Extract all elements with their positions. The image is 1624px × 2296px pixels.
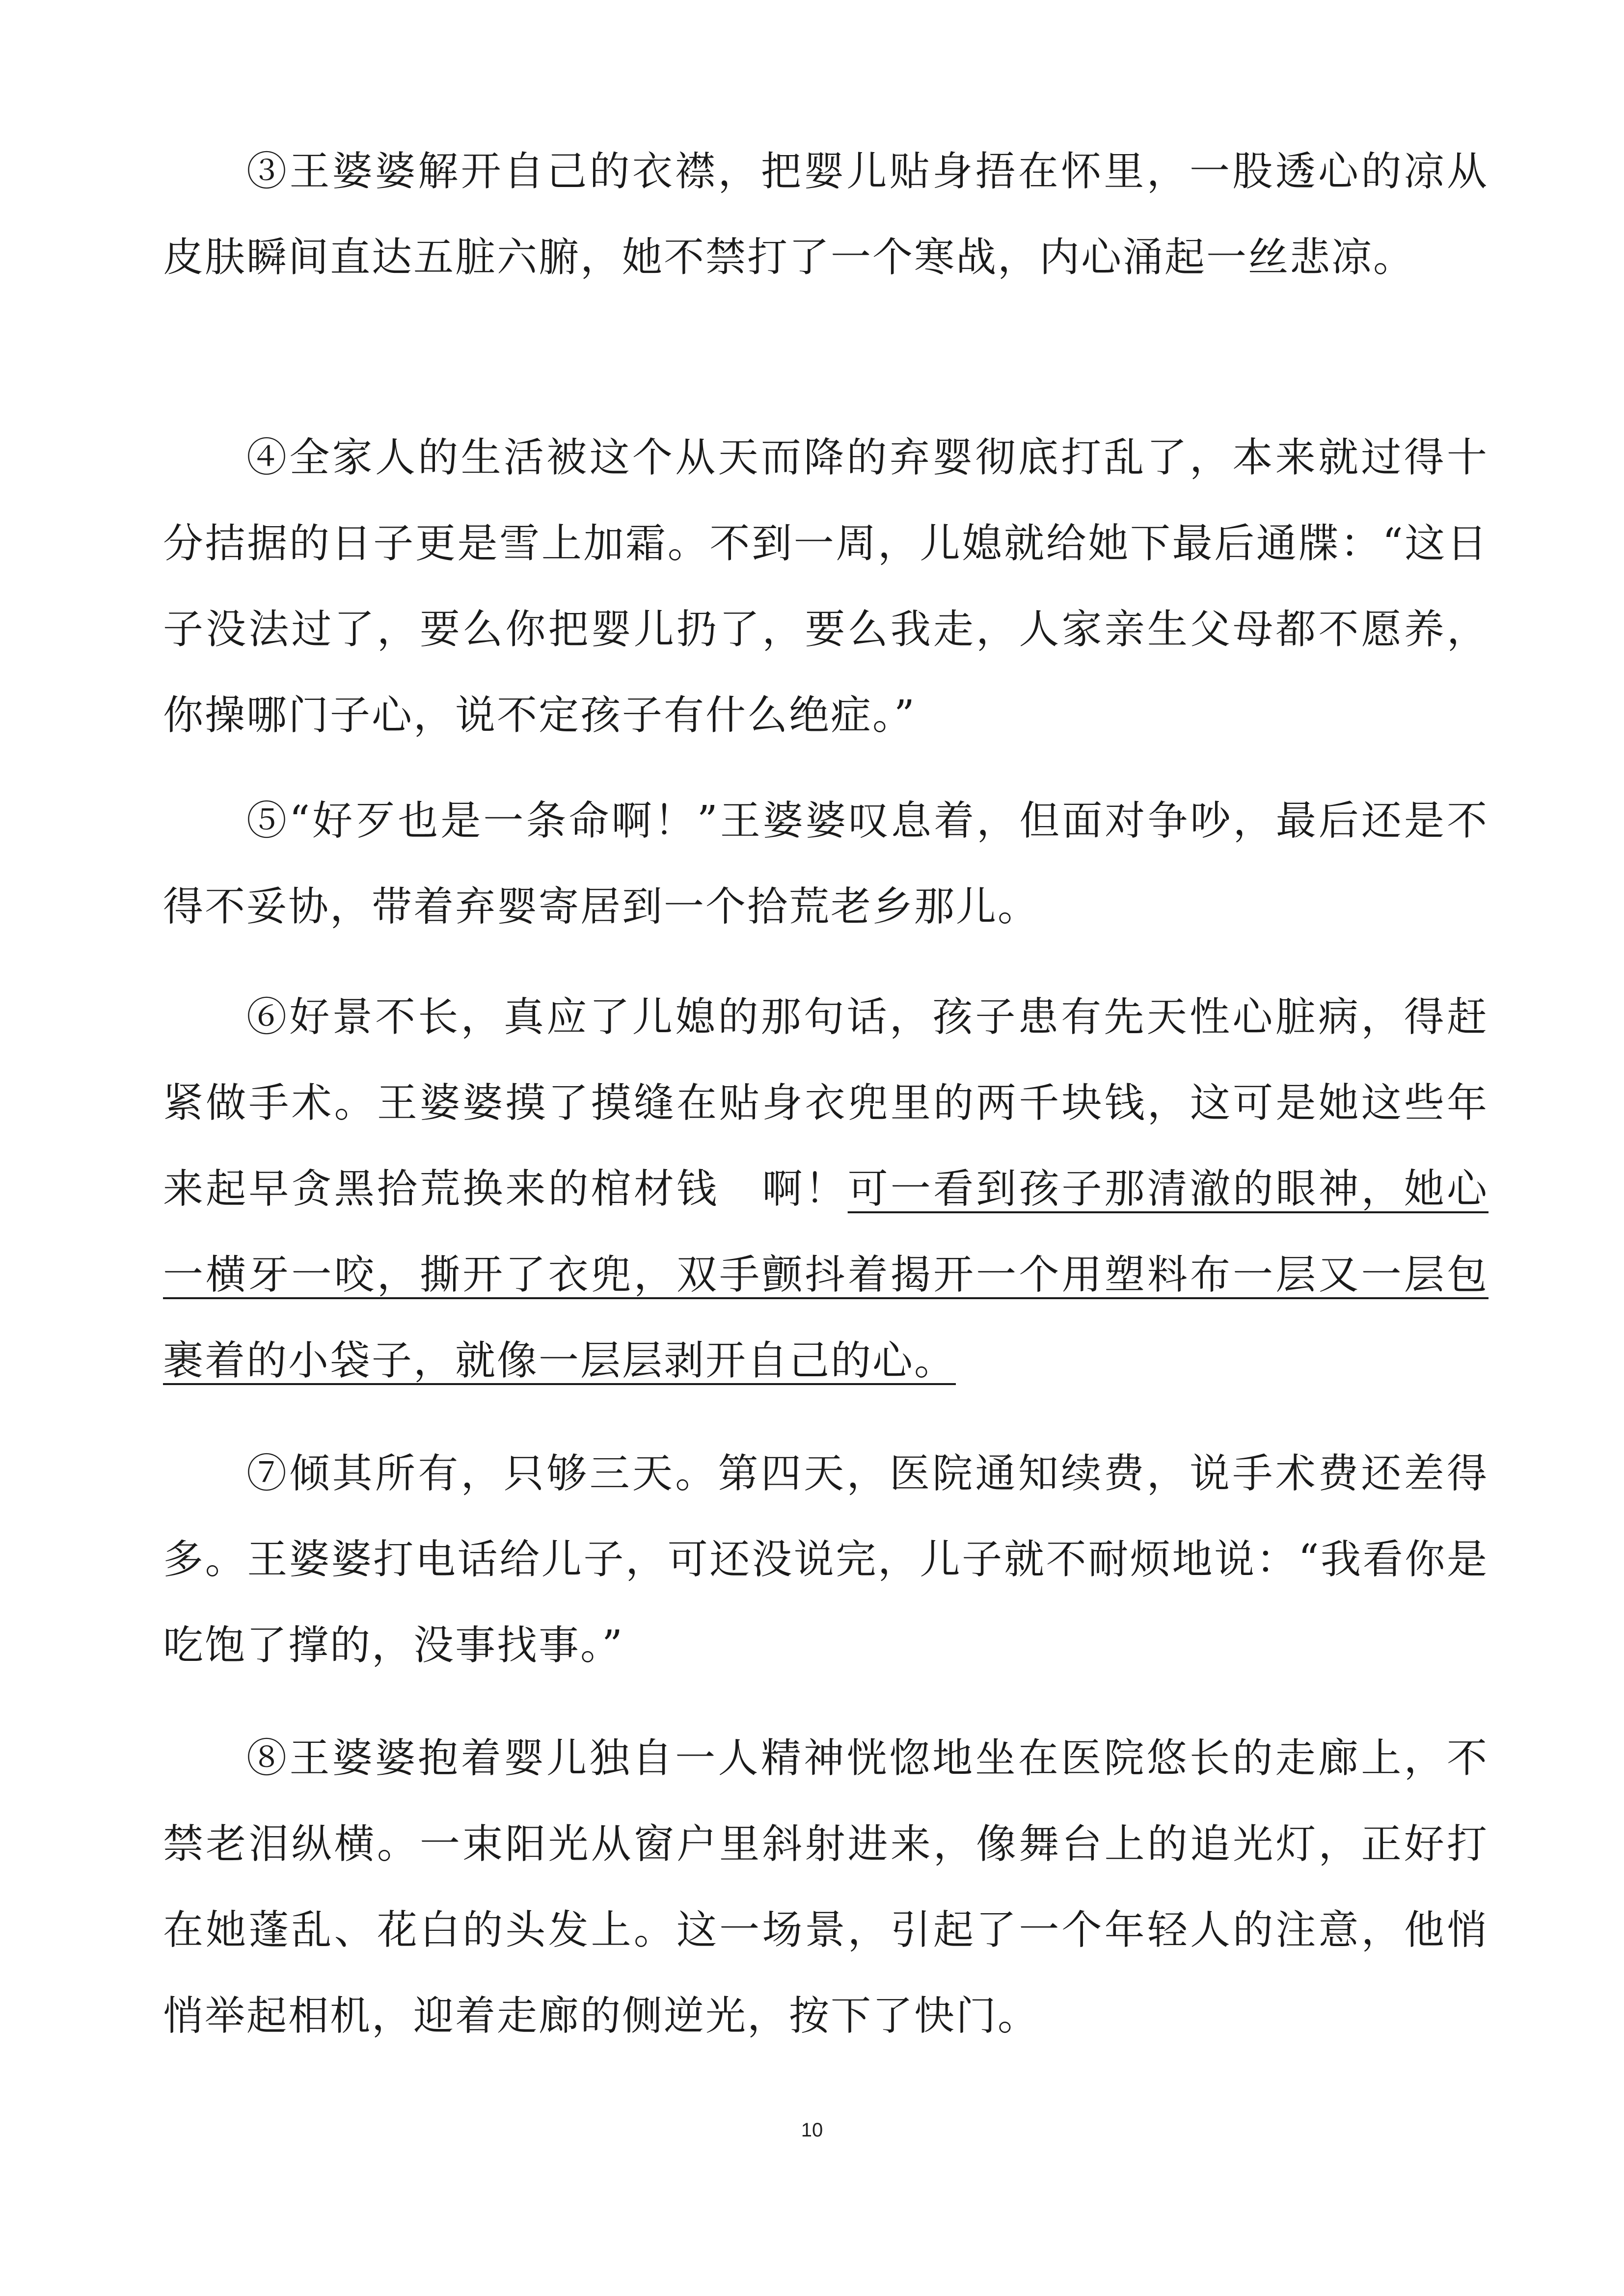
paragraph-5-text: ⑤“好歹也是一条命啊！”王婆婆叹息着，但面对争吵，最后还是不得不妥协，带着弃婴寄居到一个拾荒老乡那儿。 bbox=[163, 798, 1489, 930]
paragraph-5 bbox=[163, 778, 1489, 950]
paragraph-4-text: ④全家人的生活被这个从天而降的弃婴彻底打乱了，本来就过得十分拮据的日子更是雪上加霜。不到一周，儿媳就给她下最后通牒：“这日子没法过了，要么你把婴儿扔了，要么我走，人家亲生父母都不愿养，你操哪门子心，说不定孩子有什么绝症。” bbox=[163, 434, 1489, 739]
paragraph-8-text: ⑧王婆婆抱着婴儿独自一人精神恍惚地坐在医院悠长的走廊上，不禁老泪纵横。一束阳光从窗户里斜射进来，像舞台上的追光灯，正好打在她蓬乱、花白的头发上。这一场景，引起了一个年轻人的注意，他悄悄举起相机，迎着走廊的侧逆光，按下了快门。 bbox=[163, 1735, 1489, 2039]
page-number: 10 bbox=[801, 2119, 823, 2141]
paragraph-6 bbox=[163, 974, 1489, 1404]
paragraph-6-underlined-text: 可一看到孩子那清澈的眼神，她心一横牙一咬，撕开了衣兜，双手颤抖着揭开一个用塑料布一层又一层包裹着的小袋子，就像一层层剥开自己的心。 bbox=[163, 1166, 1489, 1384]
paragraph-8 bbox=[163, 1715, 1489, 2059]
paragraph-6-text: ⑥好景不长，真应了儿媳的那句话，孩子患有先天性心脏病，得赶紧做手术。王婆婆摸了摸缝在贴身衣兜里的两千块钱，这可是她这些年来起早贪黑拾荒换来的棺材钱 啊！ bbox=[163, 994, 1489, 1212]
paragraph-7-text: ⑦倾其所有，只够三天。第四天，医院通知续费，说手术费还差得多。王婆婆打电话给儿子，可还没说完，儿子就不耐烦地说：“我看你是吃饱了撑的，没事找事。” bbox=[163, 1450, 1489, 1669]
paragraph-4 bbox=[163, 415, 1489, 758]
paragraph-7 bbox=[163, 1431, 1489, 1688]
paragraph-3 bbox=[163, 129, 1489, 300]
paragraph-3-text: ③王婆婆解开自己的衣襟，把婴儿贴身捂在怀里，一股透心的凉从皮肤瞬间直达五脏六腑，她不禁打了一个寒战，内心涌起一丝悲凉。 bbox=[163, 148, 1489, 281]
